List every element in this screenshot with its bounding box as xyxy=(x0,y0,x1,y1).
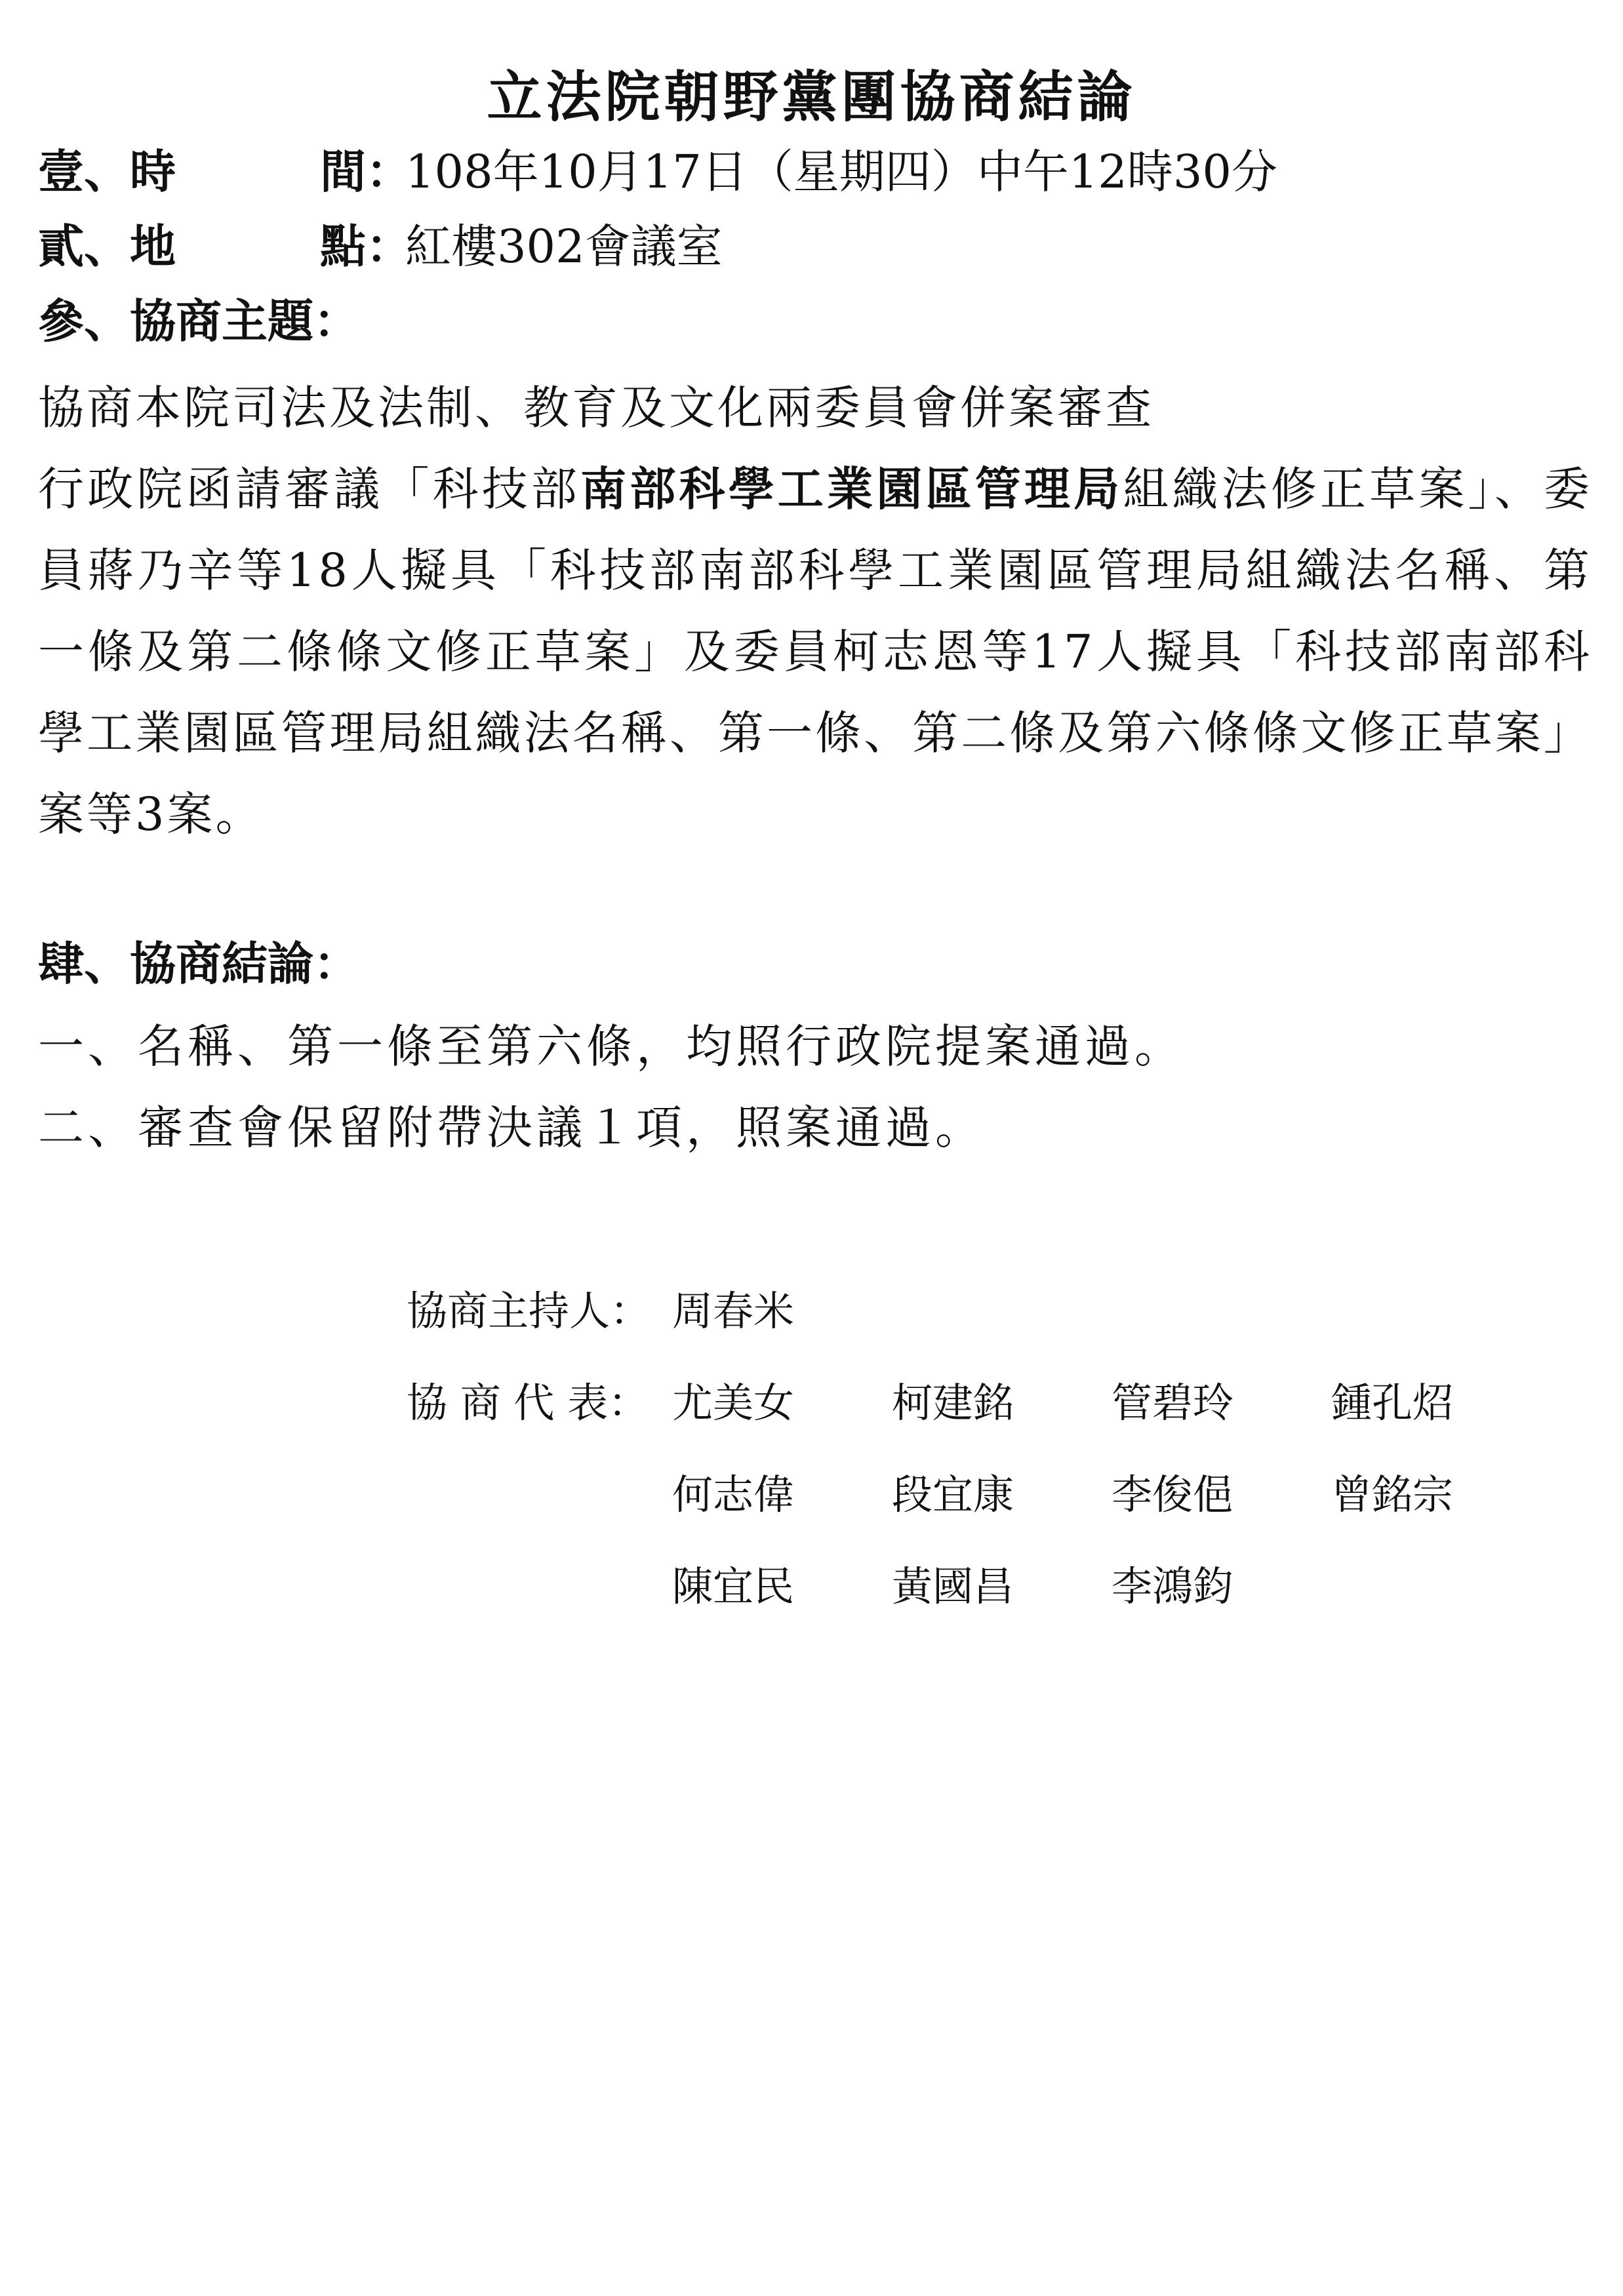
conclusion-list xyxy=(38,1006,1592,1168)
representative-name: 李鴻鈞 xyxy=(1112,1562,1234,1610)
representative-name: 柯建銘 xyxy=(892,1379,1014,1427)
representative-name: 陳宜民 xyxy=(672,1562,795,1610)
time-label: 壹、時 間： xyxy=(38,144,412,199)
topic-line-1: 協商本院司法及法制、教育及文化兩委員會併案審查 xyxy=(38,381,1154,435)
meeting-place: 紅樓302會議室 xyxy=(405,220,723,273)
representatives-label: 協 商 代 表： xyxy=(407,1379,649,1427)
representative-name: 尤美女 xyxy=(672,1379,795,1427)
representative-name: 段宜康 xyxy=(892,1471,1014,1518)
representative-name: 曾銘宗 xyxy=(1331,1471,1454,1518)
document-title: 立法院朝野黨團協商結論 xyxy=(487,64,1136,129)
conclusion-item: 二、審查會保留附帶決議１項，照案通過。 xyxy=(38,1101,985,1155)
topic-paragraph xyxy=(38,367,1592,855)
representative-name: 李俊俋 xyxy=(1112,1471,1234,1518)
bureau-name-bold: 南部科學工業園區管理局 xyxy=(580,462,1123,516)
conclusion-item: 一、名稱、第一條至第六條，均照行政院提案通過。 xyxy=(38,1019,1184,1073)
meeting-place-row xyxy=(38,214,723,279)
representative-name: 管碧玲 xyxy=(1112,1379,1234,1427)
representative-name: 鍾孔炤 xyxy=(1331,1379,1454,1427)
conclusion-heading: 肆、協商結論： xyxy=(38,936,359,991)
place-label: 貳、地 點： xyxy=(38,219,412,273)
topic-body: 行政院函請審議「科技部南部科學工業園區管理局組織法修正草案」、委員蔣乃辛等18人擬具「科技部南部科學工業園區管理局組織法名稱、第一條及第二條條文修正草案」及委員柯志恩等17人擬具「科技部南部科學工業園區管理局組織法名稱、第一條、第二條及第六條條文修正草案」案等3案。 xyxy=(38,462,1593,841)
meeting-time: 108年10月17日（星期四）中午12時30分 xyxy=(405,145,1277,199)
representative-name: 黃國昌 xyxy=(892,1562,1014,1610)
topic-heading: 參、協商主題： xyxy=(38,294,359,348)
representative-name: 何志偉 xyxy=(672,1471,795,1518)
host-name: 周春米 xyxy=(672,1287,795,1335)
host-label: 協商主持人： xyxy=(407,1287,651,1335)
meeting-time-row xyxy=(38,139,1277,205)
